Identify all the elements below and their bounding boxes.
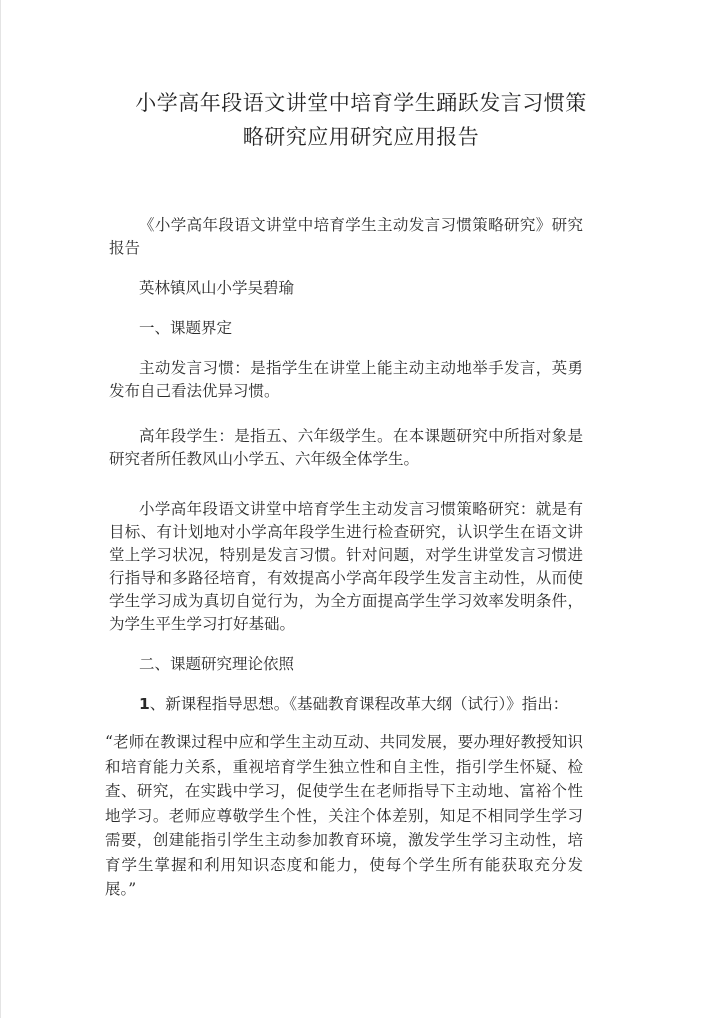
definition-paragraph-2: 高年段学生：是指五、六年级学生。在本课题研究中所指对象是研究者所任教风山小学五、六年级全体学生。 (109, 427, 583, 468)
item-1-paragraph (109, 693, 583, 716)
item-1-text: 、新课程指导思想。《基础教育课程改革大纲（试行）》指出： (149, 695, 569, 713)
author-line: 英林镇风山小学吴碧瑜 (139, 279, 295, 297)
item-1-number: 1 (139, 695, 150, 713)
section-1-heading: 一、课题界定 (139, 319, 233, 337)
quote-paragraph: “老师在教课过程中应和学生主动互动、共同发展，要办理好教授知识和培育能力关系，重视培育学生独立性和自主性，指引学生怀疑、检查、研究，在实践中学习，促使学生在老师指导下主动地、富裕个性地学习。老师应尊敬学生个性，关注个体差别，知足不相同学生学习需要，创建能指引学生主动参加教育环境，激发学生学习主动性，培育学生掌握和利用知识态度和能力，使每个学生所有能获取充分发展。” (105, 733, 583, 898)
document-title (101, 86, 621, 154)
definition-paragraph-1: 主动发言习惯：是指学生在讲堂上能主动主动地举手发言，英勇发布自己看法优异习惯。 (109, 359, 583, 400)
title-line-1: 小学高年段语文讲堂中培育学生踊跃发言习惯策 (135, 91, 587, 115)
subtitle-paragraph: 《小学高年段语文讲堂中培育学生主动发言习惯策略研究》研究报告 (109, 216, 583, 257)
title-line-2: 略研究应用研究应用报告 (242, 125, 480, 149)
definition-paragraph-3: 小学高年段语文讲堂中培育学生主动发言习惯策略研究：就是有目标、有计划地对小学高年段学生进行检查研究，认识学生在语文讲堂上学习状况，特别是发言习惯。针对问题，对学生讲堂发言习惯进行指导和多路径培育，有效提高小学高年段学生发言主动性，从而使学生学习成为真切自觉行为，为全方面提高学生学习效率发明条件，为学生平生学习打好基础。 (109, 500, 583, 633)
document-body (105, 214, 583, 902)
section-2-heading: 二、课题研究理论依照 (139, 655, 295, 673)
